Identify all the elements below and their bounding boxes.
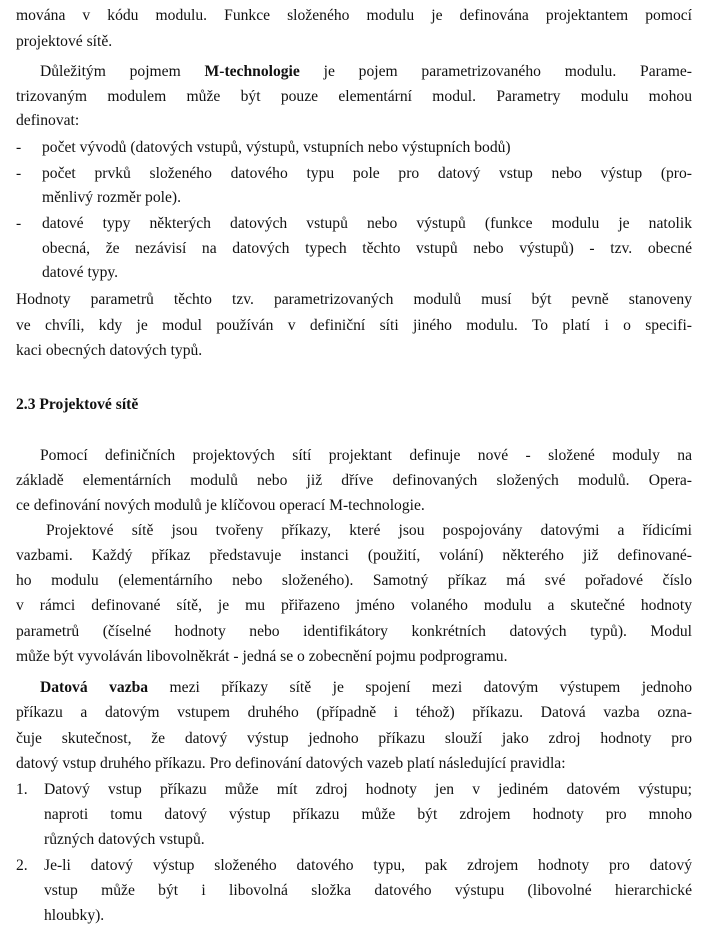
text-line — [40, 678, 692, 698]
text-line: kaci obecných datových typů. — [16, 342, 203, 359]
text-run: mezi příkazy sítě je spojení mezi datovým výstupem jednoho — [148, 679, 692, 696]
list-item: počet vývodů (datových vstupů, výstupů, vstupních nebo výstupních bodů) — [42, 139, 511, 156]
text-line: ho modulu (elementárního nebo složeného). Samotný příkaz má své pořadové číslo — [16, 572, 692, 589]
text-line: základě elementárních modulů nebo již dříve definovaných složených modulů. Opera- — [16, 472, 692, 489]
list-item: naproti tomu datový výstup příkazu může být zdrojem hodnoty pro mnoho — [44, 806, 692, 823]
bold-term: M-technologie — [204, 63, 300, 80]
text-line: v rámci definované sítě, je mu přiřazeno jméno volaného modulu a skutečné hodnoty — [16, 597, 692, 614]
section-heading: 2.3 Projektové sítě — [16, 396, 139, 413]
list-item: Je-li datový výstup složeného datového typu, pak zdrojem hodnoty pro datový — [44, 857, 692, 874]
text-line: Projektové sítě jsou tvořeny příkazy, které jsou pospojovány datovými a řídicími — [46, 522, 692, 539]
text-line: ce definování nových modulů je klíčovou operací M-technologie. — [16, 497, 425, 514]
text-line: parametrů (číselné hodnoty nebo identifikátory konkrétních datových typů). Modul — [16, 623, 692, 640]
text-run: Důležitým pojmem — [40, 63, 205, 80]
text-line — [40, 62, 692, 82]
text-line: projektové sítě. — [16, 33, 113, 50]
bullet-marker: - — [16, 215, 22, 232]
text-line: datový vstup druhého příkazu. Pro definování datových vazeb platí následující pravidla: — [16, 755, 566, 772]
list-number: 1. — [16, 781, 28, 798]
list-item: různých datových vstupů. — [44, 831, 205, 848]
text-line: může být vyvoláván libovolněkrát - jedná se o zobecnění pojmu podprogramu. — [16, 648, 508, 665]
list-item: hloubky). — [44, 907, 105, 924]
list-number: 2. — [16, 857, 28, 874]
bullet-marker: - — [16, 165, 22, 182]
bullet-marker: - — [16, 139, 22, 156]
text-line: příkazu a datovým vstupem druhého (případně i téhož) příkazu. Datová vazba ozna- — [16, 704, 692, 721]
list-item: datové typy. — [42, 264, 119, 281]
text-line: ve chvíli, kdy je modul používán v definiční síti jiného modulu. To platí i o specifi- — [16, 317, 692, 334]
text-line: Pomocí definičních projektových sítí projektant definuje nové - složené moduly na — [40, 447, 692, 464]
list-item: datové typy některých datových vstupů nebo výstupů (funkce modulu je natolik — [42, 215, 692, 232]
text-line: vazbami. Každý příkaz představuje instanci (použití, volání) některého již definované- — [16, 547, 692, 564]
list-item: počet prvků složeného datového typu pole pro datový vstup nebo výstup (pro- — [42, 165, 692, 182]
text-line: čuje skutečnost, že datový výstup jednoho příkazu slouží jako zdroj hodnoty pro — [16, 730, 692, 747]
text-run: je pojem parametrizovaného modulu. Parame- — [299, 63, 692, 80]
list-item: Datový vstup příkazu může mít zdroj hodnoty jen v jediném datovém výstupu; — [44, 781, 692, 798]
list-item: obecná, že nezávisí na datových typech těchto vstupů nebo výstupů) - tzv. obecné — [42, 240, 692, 257]
list-item: vstup může být i libovolná složka datového výstupu (libovolné hierarchické — [44, 882, 692, 899]
text-line: definovat: — [16, 112, 80, 129]
text-line: mována v kódu modulu. Funkce složeného modulu je definována projektantem pomocí — [16, 7, 692, 24]
list-item: měnlivý rozměr pole). — [42, 189, 181, 206]
text-line: trizovaným modulem může být pouze elementární modul. Parametry modulu mohou — [16, 88, 692, 105]
bold-term: Datová vazba — [40, 679, 149, 696]
text-line: Hodnoty parametrů těchto tzv. parametrizovaných modulů musí být pevně stanoveny — [16, 291, 692, 308]
